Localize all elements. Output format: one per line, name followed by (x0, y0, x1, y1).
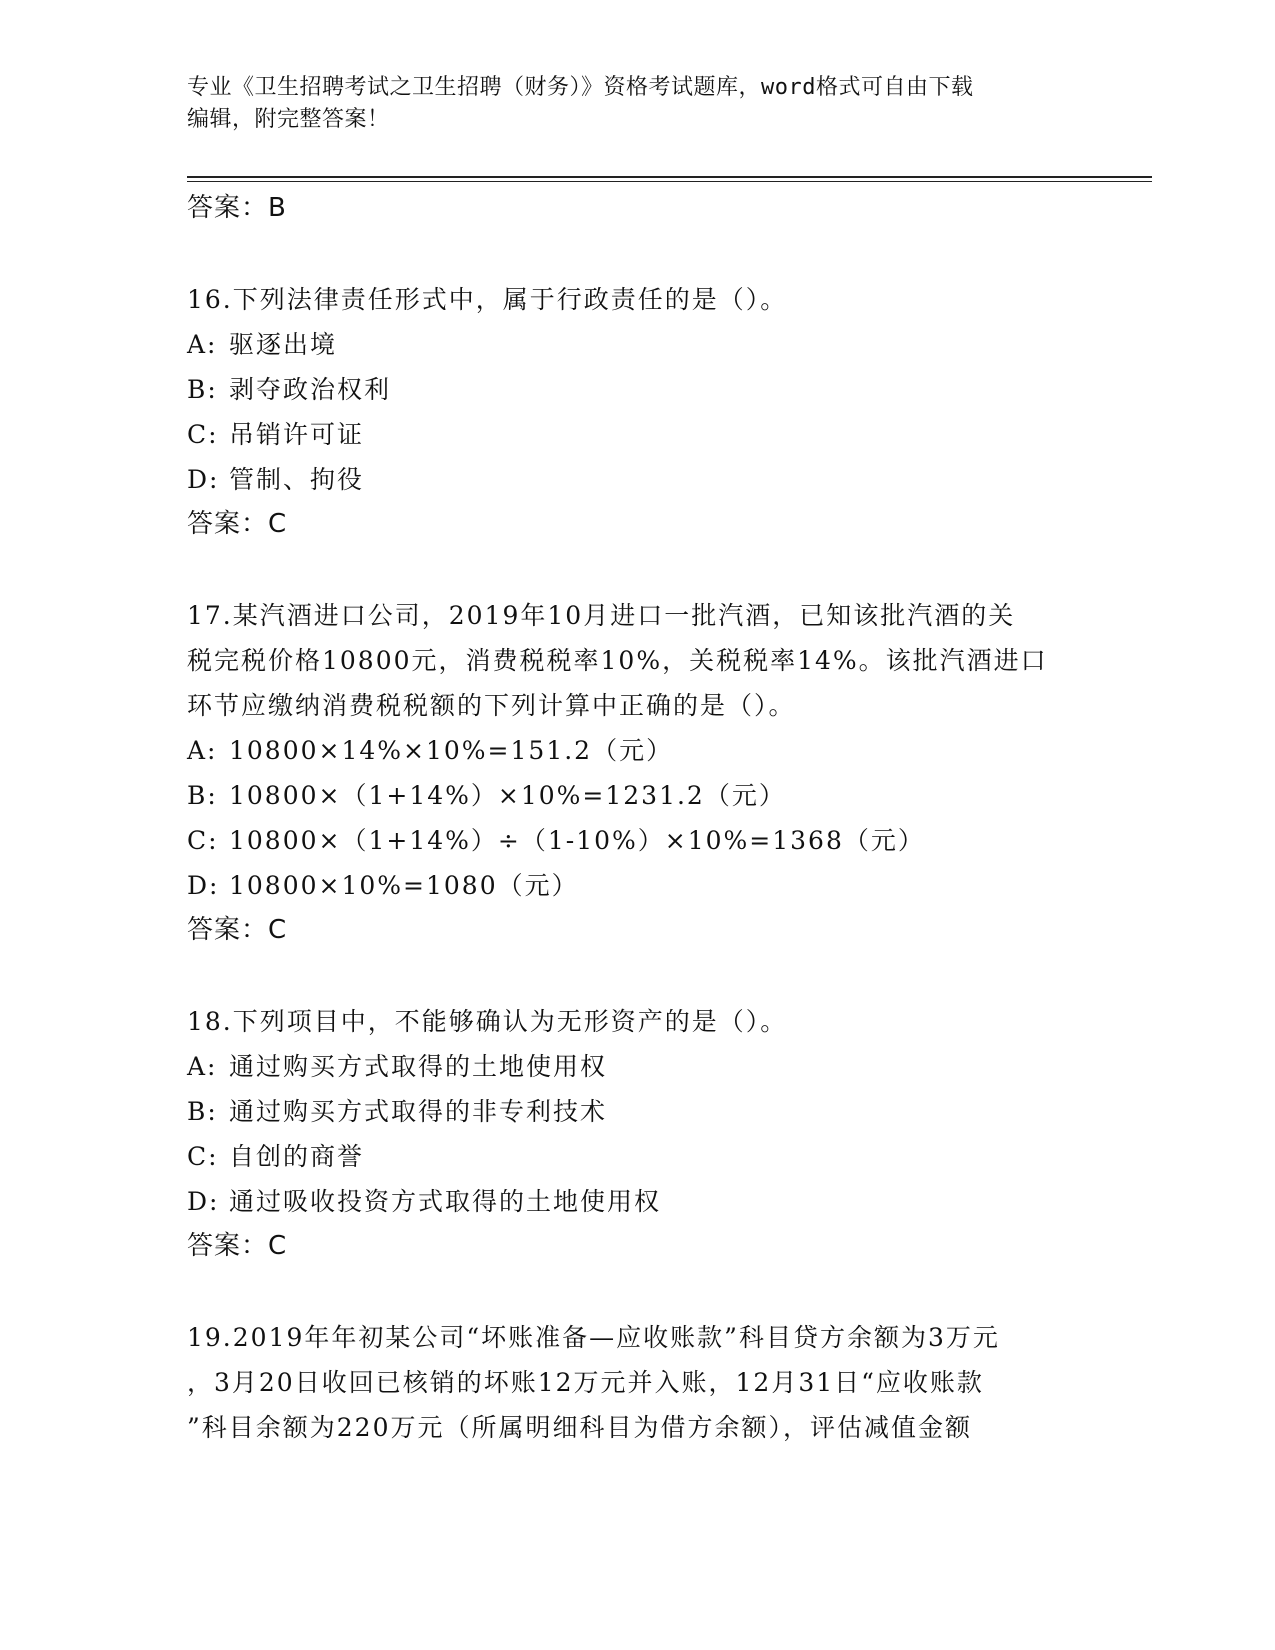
option-text: 10800×（1+14%）×10%=1231.2（元） (229, 781, 786, 810)
answer-line: 答案：C (187, 509, 288, 539)
option-text: 驱逐出境 (229, 330, 338, 359)
option-text: 管制、拘役 (229, 465, 365, 494)
option-a (187, 322, 1077, 367)
option-a (187, 728, 1077, 773)
option-d (187, 457, 1077, 502)
option-letter: D: (187, 871, 220, 900)
header-divider-thin (187, 181, 1152, 182)
option-letter: D: (187, 1187, 220, 1216)
option-letter: B: (187, 781, 218, 810)
question-17 (187, 593, 1077, 953)
option-text: 10800×14%×10%=151.2（元） (229, 736, 674, 765)
question-19 (187, 1315, 1077, 1450)
option-letter: A: (187, 736, 218, 765)
option-text: 10800×（1+14%）÷（1-10%）×10%=1368（元） (229, 826, 925, 855)
option-b (187, 1089, 1077, 1134)
answer-line: 答案：B (187, 193, 287, 223)
question-stem: ”科目余额为220万元（所属明细科目为借方余额），评估减值金额 (187, 1413, 973, 1442)
option-d (187, 1179, 1077, 1224)
question-stem: 18.下列项目中，不能够确认为无形资产的是（）。 (187, 1007, 788, 1036)
option-text: 10800×10%=1080（元） (229, 871, 579, 900)
option-text: 通过购买方式取得的土地使用权 (229, 1052, 608, 1081)
option-letter: D: (187, 465, 220, 494)
question-stem: 17.某汽酒进口公司，2019年10月进口一批汽酒，已知该批汽酒的关 (187, 601, 1016, 630)
option-text: 剥夺政治权利 (229, 375, 392, 404)
question-16 (187, 277, 1077, 547)
question-stem: 税完税价格10800元，消费税税率10%，关税税率14%。该批汽酒进口 (187, 646, 1048, 675)
header-line: 专业《卫生招聘考试之卫生招聘（财务）》资格考试题库，word格式可自由下载 (187, 75, 974, 100)
option-text: 吊销许可证 (229, 420, 365, 449)
option-d (187, 863, 1077, 908)
option-letter: B: (187, 1097, 218, 1126)
header-divider (187, 176, 1152, 178)
option-text: 通过购买方式取得的非专利技术 (229, 1097, 608, 1126)
answer-line: 答案：C (187, 915, 288, 945)
option-c (187, 818, 1077, 863)
option-letter: C: (187, 1142, 219, 1171)
option-b (187, 367, 1077, 412)
document-header (187, 72, 1067, 136)
option-a (187, 1044, 1077, 1089)
option-text: 自创的商誉 (229, 1142, 365, 1171)
option-c (187, 1134, 1077, 1179)
question-stem: 环节应缴纳消费税税额的下列计算中正确的是（）。 (187, 691, 796, 720)
option-text: 通过吸收投资方式取得的土地使用权 (229, 1187, 662, 1216)
option-letter: A: (187, 330, 218, 359)
header-line: 编辑，附完整答案！ (187, 107, 390, 132)
question-stem: 19.2019年年初某公司“坏账准备—应收账款”科目贷方余额为3万元 (187, 1323, 1000, 1352)
option-letter: C: (187, 420, 219, 449)
question-list (187, 186, 1077, 1450)
option-letter: C: (187, 826, 219, 855)
answer-line: 答案：C (187, 1231, 288, 1261)
option-letter: A: (187, 1052, 218, 1081)
option-c (187, 412, 1077, 457)
question-18 (187, 999, 1077, 1269)
option-letter: B: (187, 375, 218, 404)
option-b (187, 773, 1077, 818)
question-stem: ，3月20日收回已核销的坏账12万元并入账，12月31日“应收账款 (187, 1368, 984, 1397)
question-stem: 16.下列法律责任形式中，属于行政责任的是（）。 (187, 285, 788, 314)
